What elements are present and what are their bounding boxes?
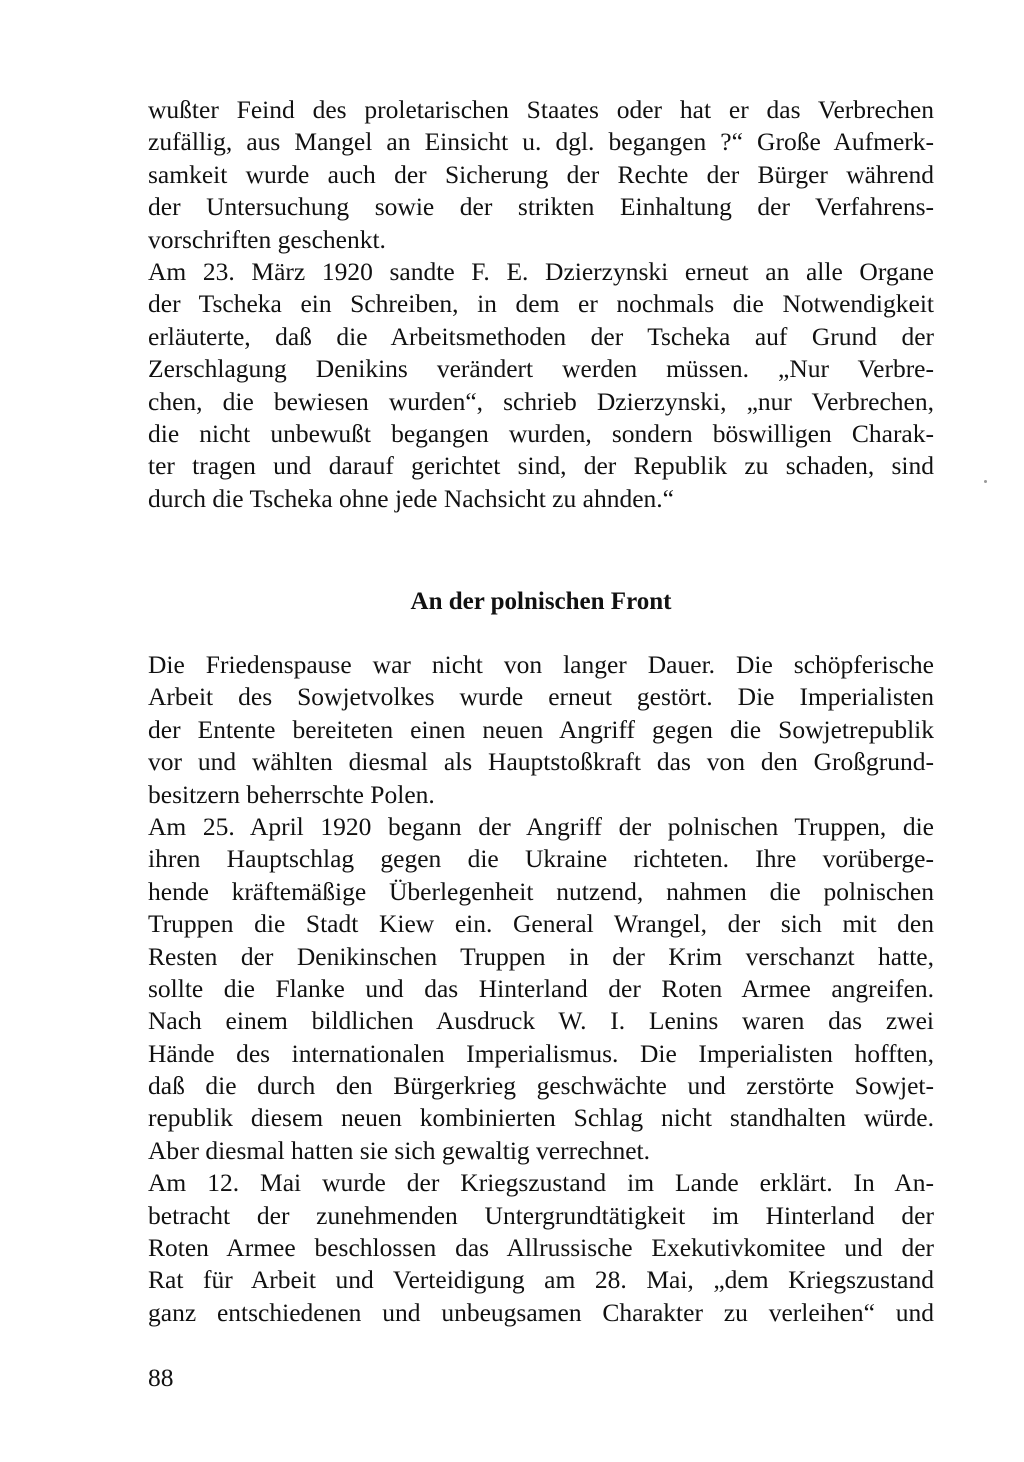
text-line: Am 23. März 1920 sandte F. E. Dzierzynski erneut an alle Organe: [148, 256, 934, 286]
text-line: Nach einem bildlichen Ausdruck W. I. Lenins waren das zwei: [148, 1006, 934, 1036]
text-line: erläuterte, daß die Arbeitsmethoden der Tscheka auf Grund der: [148, 321, 934, 351]
text-line: daß die durch den Bürgerkrieg geschwächte und zerstörte Sowjet-: [148, 1071, 934, 1101]
text-line: Hände des internationalen Imperialismus. Die Imperialisten hofften,: [148, 1038, 934, 1068]
text-line: samkeit wurde auch der Sicherung der Rechte der Bürger während: [148, 159, 934, 189]
text-block-bottom: [148, 649, 934, 1329]
text-line: Roten Armee beschlossen das Allrussische Exekutivkomitee und der: [148, 1233, 934, 1263]
text-line: Am 12. Mai wurde der Kriegszustand im Lande erklärt. In An-: [148, 1168, 934, 1198]
text-line: republik diesem neuen kombinierten Schlag nicht standhalten würde.: [148, 1103, 934, 1133]
page-number: 88: [148, 1363, 174, 1392]
section-heading: An der polnischen Front: [410, 588, 672, 615]
text-line: chen, die bewiesen wurden“, schrieb Dzierzynski, „nur Verbrechen,: [148, 386, 934, 416]
text-line: der Tscheka ein Schreiben, in dem er nochmals die Notwendigkeit: [148, 289, 934, 319]
text-line: ganz entschiedenen und unbeugsamen Charakter zu verleihen“ und: [148, 1297, 934, 1327]
text-line: Zerschlagung Denikins verändert werden müssen. „Nur Verbre-: [148, 354, 934, 384]
text-line: die nicht unbewußt begangen wurden, sondern böswilligen Charak-: [148, 418, 934, 448]
text-line: Resten der Denikinschen Truppen in der Krim verschanzt hatte,: [148, 941, 934, 971]
text-line: vor und wählten diesmal als Hauptstoßkraft das von den Großgrund-: [148, 747, 934, 777]
text-line: ter tragen und darauf gerichtet sind, der Republik zu schaden, sind: [148, 451, 934, 481]
text-line: Aber diesmal hatten sie sich gewaltig verrechnet.: [148, 1135, 651, 1165]
scan-speck: [984, 480, 987, 483]
text-line: vorschriften geschenkt.: [148, 224, 386, 254]
text-block-top: [148, 94, 934, 515]
text-line: der Untersuchung sowie der strikten Einhaltung der Verfahrens-: [148, 192, 934, 222]
text-line: sollte die Flanke und das Hinterland der Roten Armee angreifen.: [148, 973, 934, 1003]
text-line: Arbeit des Sowjetvolkes wurde erneut gestört. Die Imperialisten: [148, 682, 934, 712]
text-line: Am 25. April 1920 begann der Angriff der polnischen Truppen, die: [148, 811, 934, 841]
text-line: besitzern beherrschte Polen.: [148, 779, 435, 809]
text-line: betracht der zunehmenden Untergrundtätigkeit im Hinterland der: [148, 1200, 934, 1230]
text-line: Rat für Arbeit und Verteidigung am 28. Mai, „dem Kriegszustand: [148, 1265, 934, 1295]
text-line: zufällig, aus Mangel an Einsicht u. dgl. begangen ?“ Große Aufmerk-: [148, 127, 934, 157]
text-line: durch die Tscheka ohne jede Nachsicht zu ahnden.“: [148, 483, 674, 513]
text-line: Truppen die Stadt Kiew ein. General Wrangel, der sich mit den: [148, 909, 934, 939]
text-line: hende kräftemäßige Überlegenheit nutzend, nahmen die polnischen: [148, 876, 934, 906]
text-line: ihren Hauptschlag gegen die Ukraine richteten. Ihre vorüberge-: [148, 844, 934, 874]
text-line: wußter Feind des proletarischen Staates oder hat er das Verbrechen: [148, 95, 934, 124]
text-line: der Entente bereiteten einen neuen Angriff gegen die Sowjetrepublik: [148, 714, 934, 744]
text-line: Die Friedenspause war nicht von langer Dauer. Die schöpferische: [148, 650, 934, 679]
